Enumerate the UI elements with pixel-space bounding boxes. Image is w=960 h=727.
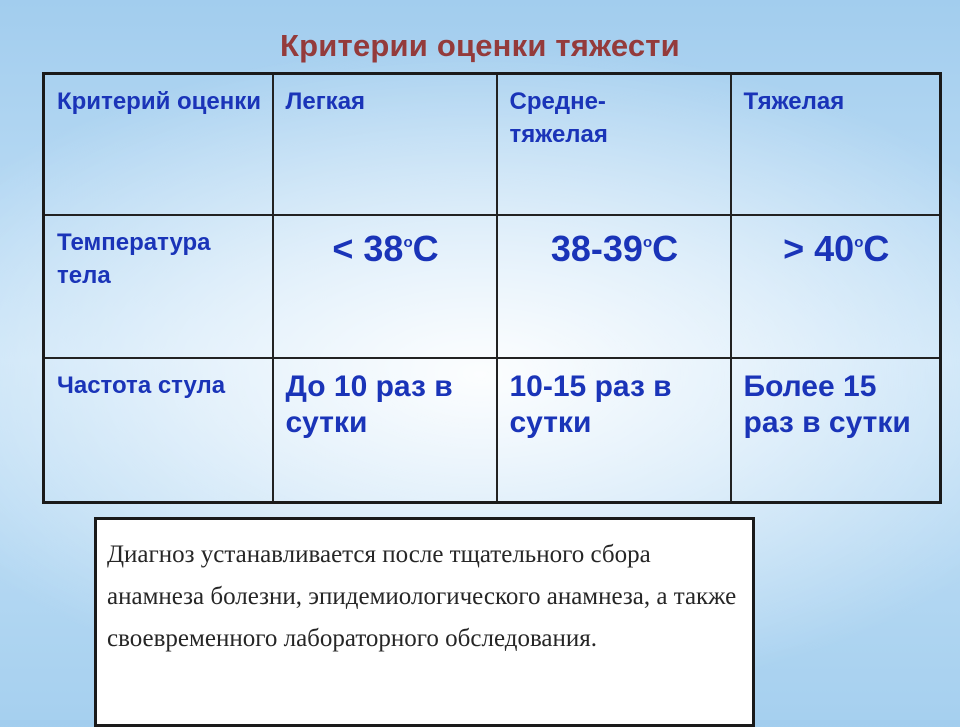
frequency-severe-cell [731, 358, 941, 503]
row-label-temperature: Температура тела [57, 228, 211, 289]
severity-criteria-table [42, 72, 942, 504]
temperature-mild-value: < $38^оС$ [332, 227, 439, 269]
frequency-mild-value: До 10 раз в сутки [285, 369, 453, 439]
row-label-stool-frequency: Частота стула [57, 371, 226, 399]
frequency-severe-value: Более 15 раз в сутки [743, 369, 911, 439]
frequency-moderate-value: 10-15 раз в сутки [509, 369, 672, 439]
header-cell-mild [273, 74, 497, 215]
header-severe-label: Тяжелая [743, 88, 845, 115]
frequency-mild-cell [273, 358, 497, 503]
header-criterion-label: Критерий оценки [57, 88, 262, 115]
temperature-severe-value: > $40^оС$ [783, 227, 890, 269]
header-cell-moderate [497, 74, 731, 215]
table-row-stool-frequency [44, 358, 941, 503]
frequency-moderate-cell [497, 358, 731, 503]
header-mild-label: Легкая [285, 88, 366, 115]
header-cell-criterion [44, 74, 273, 215]
header-moderate-label: Средне-тяжелая [509, 88, 608, 148]
row-label-cell [44, 215, 273, 358]
diagnosis-note: Диагноз устанавливается после тщательного сбора анамнеза болезни, эпидемиологического анамнеза, а также своевременного лабораторного обследования. [94, 517, 755, 727]
table-row-temperature [44, 215, 941, 358]
table-header-row [44, 74, 941, 215]
temperature-mild-cell [273, 215, 497, 358]
slide-title: Критерии оценки тяжести [280, 28, 680, 63]
temperature-severe-cell [731, 215, 941, 358]
row-label-cell [44, 358, 273, 503]
header-cell-severe [731, 74, 941, 215]
temperature-moderate-cell [497, 215, 731, 358]
temperature-moderate-value: $38-39^оС$ [550, 227, 679, 269]
